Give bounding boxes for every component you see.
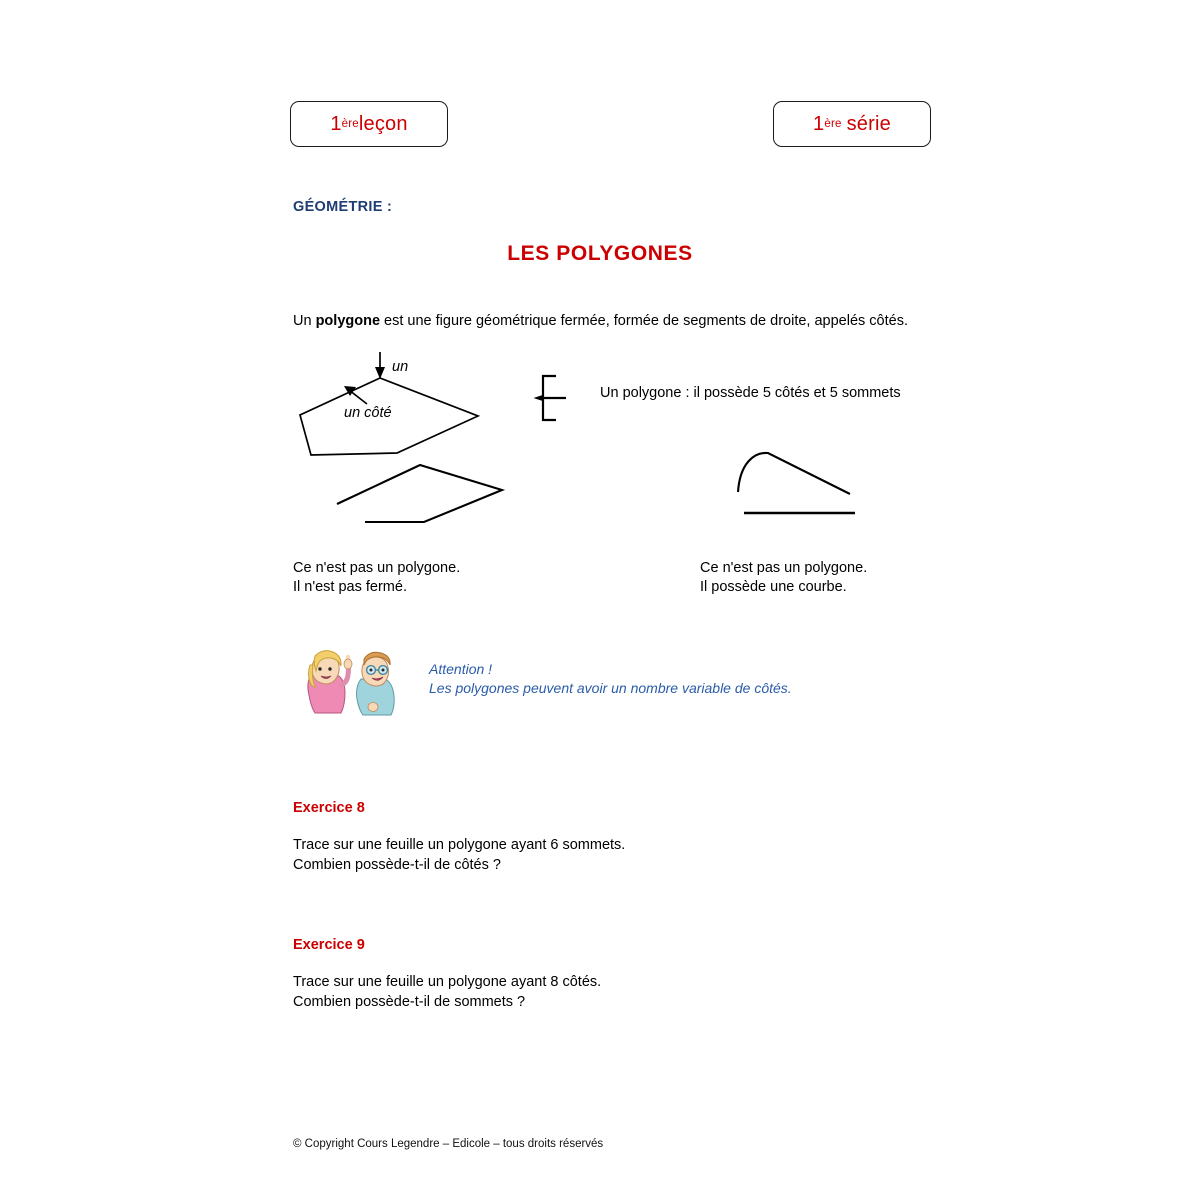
exercise-9-line1: Trace sur une feuille un polygone ayant 8 côtés. [293,974,602,990]
curve-shape [738,453,850,494]
page-title: LES POLYGONES [507,242,693,265]
exercise-9-title: Exercice 9 [293,937,365,953]
definition-text-after: est une figure géométrique fermée, formée de segments de droite, appelés côtés. [380,313,908,329]
pentagon-vertex-label: un [392,359,409,375]
open-shape-caption [293,559,460,597]
definition-keyword: polygone [315,313,381,329]
exercise-8-title: Exercice 8 [293,800,365,816]
copyright-footer: © Copyright Cours Legendre – Edicole – tous droits réservés [293,1138,604,1150]
exercise-8-line1: Trace sur une feuille un polygone ayant 6 sommets. [293,837,626,853]
attention-body: Les polygones peuvent avoir un nombre variable de côtés. [429,680,792,696]
curve-shape-caption-line2: Il possède une courbe. [700,579,847,595]
open-shape-caption-line1: Ce n'est pas un polygone. [293,560,461,576]
attention-title: Attention ! [429,661,493,677]
exercise-9-body [293,972,601,1012]
boy-character [357,652,395,715]
lesson-badge-number: 1 [330,112,342,135]
girl-character [308,651,352,713]
attention-note [429,660,792,698]
definition-text-before: Un [293,313,316,329]
subject-heading: GÉOMÉTRIE : [293,199,393,215]
exercise-8-body [293,835,625,875]
series-badge-number: 1 [813,112,825,135]
definition-paragraph [293,313,908,329]
lesson-badge: 1 ère leçon [290,101,448,147]
curve-shape-caption-line1: Ce n'est pas un polygone. [700,560,868,576]
children-illustration [297,645,407,730]
exercise-9-line2: Combien possède-t-il de sommets ? [293,994,526,1010]
open-shape-caption-line2: Il n'est pas fermé. [293,579,407,595]
brace-icon [537,376,556,420]
curve-shape-caption [700,559,867,597]
series-badge: 1 ère série [773,101,931,147]
pentagon-description: Un polygone : il possède 5 côtés et 5 sommets [600,385,901,401]
side-arrow-head [344,386,356,396]
vertex-arrow-head [375,367,385,379]
pentagon-side-label: un côté [344,405,392,421]
side-arrow-line [349,390,367,404]
series-badge-label: série [846,112,891,135]
lesson-badge-label: leçon [358,112,408,135]
open-shape [337,465,502,522]
exercise-8-line2: Combien possède-t-il de côtés ? [293,857,501,873]
